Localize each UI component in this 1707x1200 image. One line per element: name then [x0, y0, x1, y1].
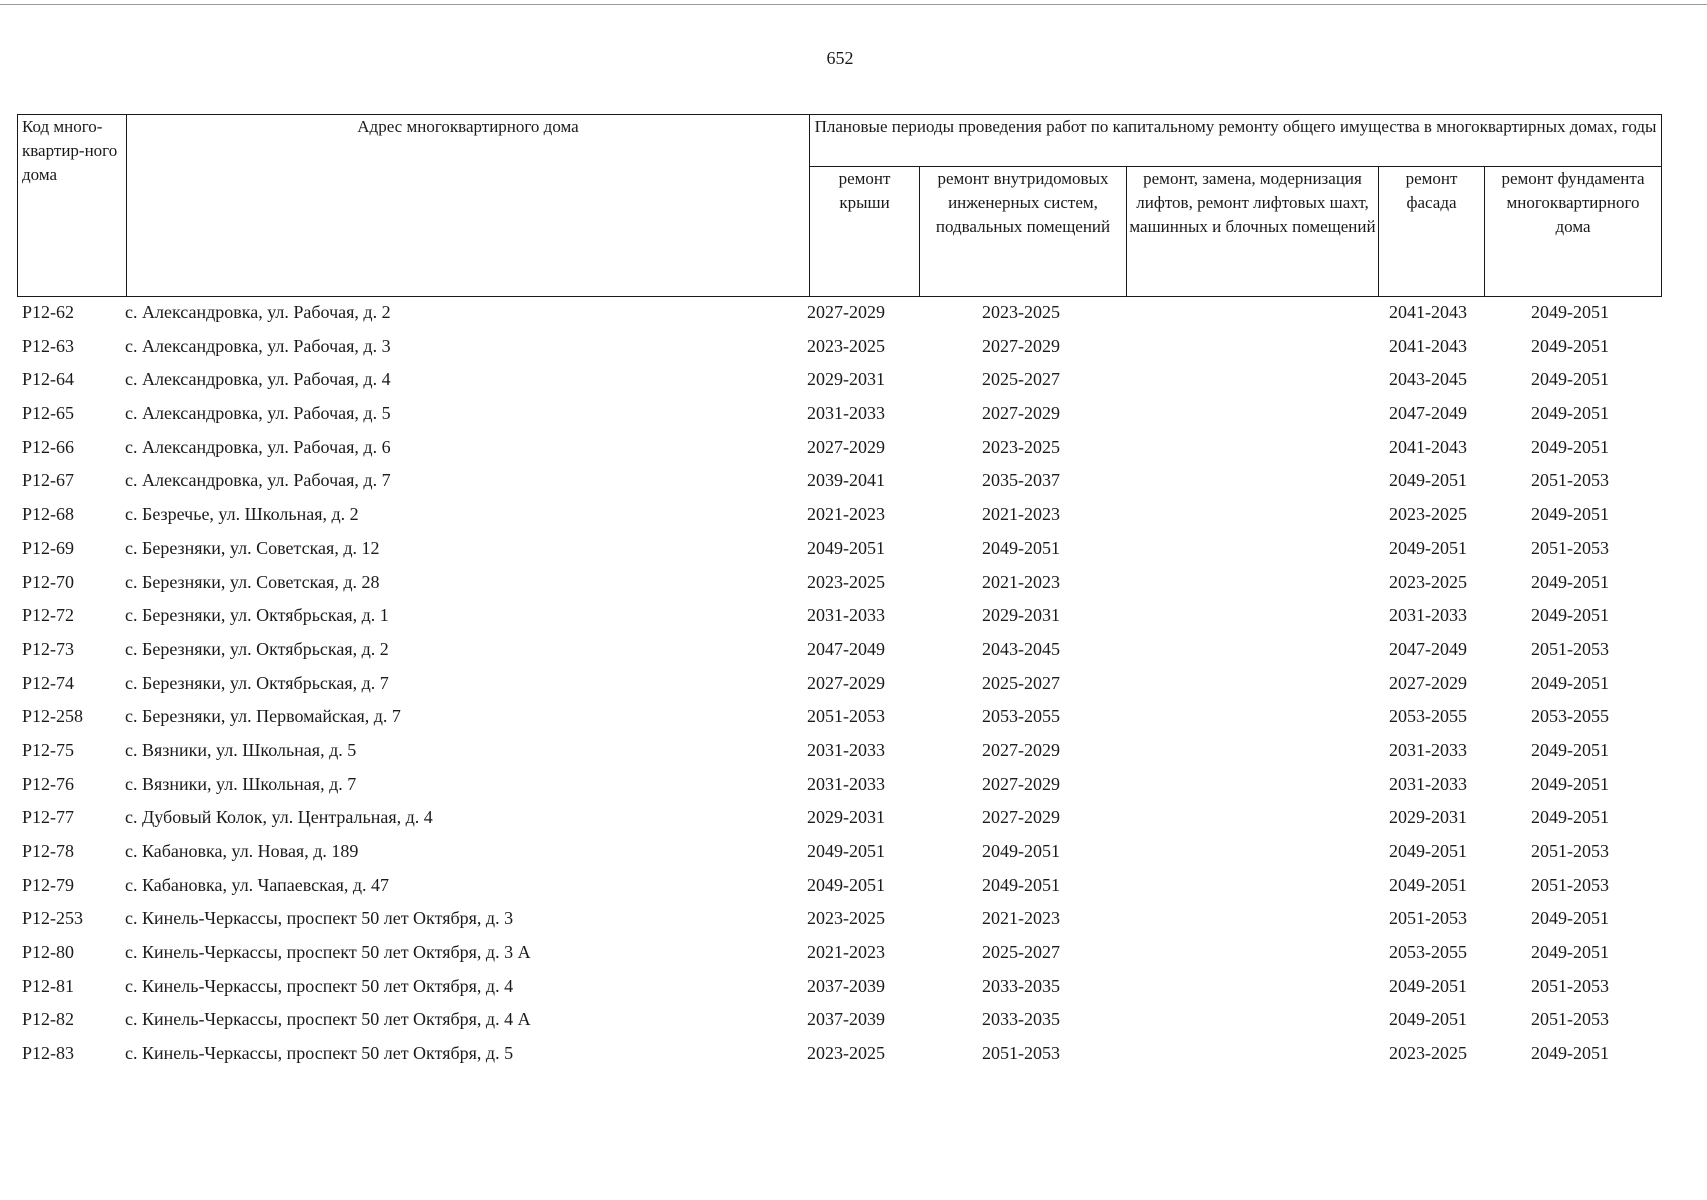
- table-header: [17, 114, 1662, 297]
- table-row: [17, 466, 1661, 500]
- cell-code: Р12-80: [22, 942, 75, 963]
- cell-roof: 2037-2039: [807, 1009, 885, 1030]
- cell-roof: 2027-2029: [807, 302, 885, 322]
- cell-facade: 2043-2045: [1389, 369, 1467, 390]
- header-engineering: ремонт внутридомовых инженерных систем, подвальных помещений: [920, 167, 1127, 297]
- cell-roof: 2023-2025: [807, 1043, 885, 1064]
- cell-engineering: 2027-2029: [982, 335, 1060, 356]
- cell-engineering: 2043-2045: [982, 638, 1060, 659]
- table-row: [17, 332, 1661, 366]
- cell-address: с. Березняки, ул. Октябрьская, д. 1: [125, 605, 389, 626]
- cell-facade: 2027-2029: [1389, 672, 1467, 693]
- cell-engineering: 2021-2023: [982, 504, 1060, 525]
- cell-foundation: 2049-2051: [1531, 403, 1609, 424]
- cell-code: Р12-62: [22, 302, 75, 322]
- cell-foundation: 2049-2051: [1531, 807, 1609, 828]
- cell-foundation: 2051-2053: [1531, 975, 1609, 996]
- cell-foundation: 2049-2051: [1531, 335, 1609, 356]
- cell-roof: 2021-2023: [807, 942, 885, 963]
- cell-facade: 2029-2031: [1389, 807, 1467, 828]
- cell-address: с. Березняки, ул. Советская, д. 12: [125, 537, 380, 558]
- cell-foundation: 2049-2051: [1531, 672, 1609, 693]
- cell-code: Р12-77: [22, 807, 75, 828]
- table-row: [17, 500, 1661, 534]
- cell-facade: 2047-2049: [1389, 403, 1467, 424]
- cell-roof: 2031-2033: [807, 739, 885, 760]
- cell-foundation: 2049-2051: [1531, 739, 1609, 760]
- cell-address: с. Вязники, ул. Школьная, д. 5: [125, 739, 357, 760]
- cell-engineering: 2027-2029: [982, 403, 1060, 424]
- cell-foundation: 2051-2053: [1531, 874, 1609, 895]
- scan-edge-line: [0, 4, 1707, 5]
- cell-roof: 2031-2033: [807, 403, 885, 424]
- cell-engineering: 2051-2053: [982, 1043, 1060, 1064]
- cell-address: с. Кинель-Черкассы, проспект 50 лет Октября, д. 3 А: [125, 942, 531, 963]
- cell-roof: 2029-2031: [807, 807, 885, 828]
- cell-facade: 2053-2055: [1389, 942, 1467, 963]
- cell-facade: 2031-2033: [1389, 605, 1467, 626]
- cell-code: Р12-63: [22, 335, 75, 356]
- cell-address: с. Александровка, ул. Рабочая, д. 2: [125, 302, 391, 322]
- cell-facade: 2031-2033: [1389, 739, 1467, 760]
- cell-facade: 2051-2053: [1389, 908, 1467, 929]
- table-row: [17, 298, 1661, 332]
- cell-facade: 2049-2051: [1389, 470, 1467, 491]
- cell-address: с. Безречье, ул. Школьная, д. 2: [125, 504, 359, 525]
- cell-engineering: 2033-2035: [982, 975, 1060, 996]
- header-roof: ремонт крыши: [810, 167, 920, 297]
- cell-address: с. Кинель-Черкассы, проспект 50 лет Октября, д. 4: [125, 975, 514, 996]
- cell-foundation: 2049-2051: [1531, 302, 1609, 322]
- cell-code: Р12-75: [22, 739, 75, 760]
- cell-roof: 2037-2039: [807, 975, 885, 996]
- cell-code: Р12-79: [22, 874, 75, 895]
- cell-address: с. Александровка, ул. Рабочая, д. 7: [125, 470, 391, 491]
- cell-engineering: 2025-2027: [982, 942, 1060, 963]
- cell-address: с. Кабановка, ул. Новая, д. 189: [125, 841, 359, 861]
- cell-address: с. Кинель-Черкассы, проспект 50 лет Октября, д. 3: [125, 908, 514, 929]
- table-row: [17, 635, 1661, 669]
- cell-engineering: 2049-2051: [982, 537, 1060, 558]
- table-row: [17, 904, 1661, 938]
- cell-code: Р12-67: [22, 470, 75, 491]
- cell-foundation: 2051-2053: [1531, 470, 1609, 491]
- table-row: [17, 972, 1661, 1006]
- cell-address: с. Александровка, ул. Рабочая, д. 5: [125, 403, 391, 424]
- cell-facade: 2023-2025: [1389, 571, 1467, 592]
- cell-foundation: 2051-2053: [1531, 841, 1609, 861]
- cell-facade: 2041-2043: [1389, 335, 1467, 356]
- cell-engineering: 2049-2051: [982, 874, 1060, 895]
- cell-address: с. Александровка, ул. Рабочая, д. 6: [125, 436, 391, 457]
- cell-foundation: 2049-2051: [1531, 504, 1609, 525]
- cell-roof: 2023-2025: [807, 335, 885, 356]
- cell-foundation: 2051-2053: [1531, 638, 1609, 659]
- header-address: Адрес многоквартирного дома: [127, 115, 810, 297]
- cell-roof: 2027-2029: [807, 672, 885, 693]
- cell-roof: 2021-2023: [807, 504, 885, 525]
- cell-address: с. Березняки, ул. Октябрьская, д. 7: [125, 672, 389, 693]
- cell-engineering: 2053-2055: [982, 706, 1060, 727]
- cell-foundation: 2051-2053: [1531, 1009, 1609, 1030]
- cell-facade: 2049-2051: [1389, 1009, 1467, 1030]
- table-row: [17, 837, 1661, 871]
- table-row: [17, 871, 1661, 905]
- cell-roof: 2023-2025: [807, 571, 885, 592]
- cell-foundation: 2049-2051: [1531, 605, 1609, 626]
- cell-code: Р12-253: [22, 908, 84, 929]
- cell-engineering: 2029-2031: [982, 605, 1060, 626]
- cell-engineering: 2049-2051: [982, 841, 1060, 861]
- page-number: 652: [826, 48, 854, 68]
- cell-engineering: 2023-2025: [982, 436, 1060, 457]
- header-elevators: ремонт, замена, модернизация лифтов, ремонт лифтовых шахт, машинных и блочных помещений: [1127, 167, 1379, 297]
- cell-roof: 2031-2033: [807, 605, 885, 626]
- cell-roof: 2049-2051: [807, 537, 885, 558]
- cell-facade: 2049-2051: [1389, 975, 1467, 996]
- cell-address: с. Кинель-Черкассы, проспект 50 лет Октября, д. 5: [125, 1043, 514, 1064]
- table-row: [17, 1005, 1661, 1039]
- table-row: [17, 770, 1661, 804]
- cell-code: Р12-258: [22, 706, 84, 727]
- cell-address: с. Березняки, ул. Октябрьская, д. 2: [125, 638, 389, 659]
- cell-engineering: 2033-2035: [982, 1009, 1060, 1030]
- table-row: [17, 365, 1661, 399]
- cell-foundation: 2049-2051: [1531, 436, 1609, 457]
- cell-roof: 2023-2025: [807, 908, 885, 929]
- table-row: [17, 736, 1661, 770]
- table-row: [17, 601, 1661, 635]
- cell-facade: 2047-2049: [1389, 638, 1467, 659]
- cell-facade: 2049-2051: [1389, 841, 1467, 861]
- cell-facade: 2049-2051: [1389, 874, 1467, 895]
- table-row: [17, 433, 1661, 467]
- cell-roof: 2051-2053: [807, 706, 885, 727]
- table-row: [17, 669, 1661, 703]
- cell-roof: 2029-2031: [807, 369, 885, 390]
- cell-code: Р12-66: [22, 436, 75, 457]
- cell-engineering: 2027-2029: [982, 773, 1060, 794]
- cell-roof: 2049-2051: [807, 874, 885, 895]
- header-foundation: ремонт фундамента многоквартирного дома: [1485, 167, 1662, 297]
- cell-engineering: 2021-2023: [982, 908, 1060, 929]
- table-row: [17, 534, 1661, 568]
- cell-facade: 2041-2043: [1389, 302, 1467, 322]
- table-body: [17, 298, 1661, 1073]
- cell-engineering: 2035-2037: [982, 470, 1060, 491]
- cell-address: с. Березняки, ул. Советская, д. 28: [125, 571, 380, 592]
- cell-code: Р12-78: [22, 841, 75, 861]
- header-code: Код много-квартир-ного дома: [18, 115, 127, 297]
- cell-address: с. Вязники, ул. Школьная, д. 7: [125, 773, 357, 794]
- cell-code: Р12-73: [22, 638, 75, 659]
- cell-engineering: 2027-2029: [982, 807, 1060, 828]
- cell-code: Р12-72: [22, 605, 75, 626]
- cell-code: Р12-69: [22, 537, 75, 558]
- cell-engineering: 2021-2023: [982, 571, 1060, 592]
- table-row: [17, 938, 1661, 972]
- cell-facade: 2053-2055: [1389, 706, 1467, 727]
- cell-foundation: 2049-2051: [1531, 571, 1609, 592]
- cell-roof: 2039-2041: [807, 470, 885, 491]
- cell-facade: 2031-2033: [1389, 773, 1467, 794]
- table-row: [17, 702, 1661, 736]
- cell-roof: 2031-2033: [807, 773, 885, 794]
- cell-address: с. Кинель-Черкассы, проспект 50 лет Октября, д. 4 А: [125, 1009, 531, 1030]
- cell-address: с. Кабановка, ул. Чапаевская, д. 47: [125, 874, 390, 895]
- table-row: [17, 1039, 1661, 1073]
- table-row: [17, 803, 1661, 837]
- cell-foundation: 2049-2051: [1531, 773, 1609, 794]
- cell-address: с. Александровка, ул. Рабочая, д. 3: [125, 335, 391, 356]
- table-row: [17, 568, 1661, 602]
- cell-address: с. Александровка, ул. Рабочая, д. 4: [125, 369, 391, 390]
- cell-facade: 2049-2051: [1389, 537, 1467, 558]
- cell-foundation: 2053-2055: [1531, 706, 1609, 727]
- cell-code: Р12-74: [22, 672, 75, 693]
- cell-facade: 2023-2025: [1389, 504, 1467, 525]
- cell-code: Р12-65: [22, 403, 75, 424]
- cell-roof: 2047-2049: [807, 638, 885, 659]
- cell-engineering: 2025-2027: [982, 672, 1060, 693]
- cell-engineering: 2027-2029: [982, 739, 1060, 760]
- cell-roof: 2027-2029: [807, 436, 885, 457]
- header-planned-periods: Плановые периоды проведения работ по капитальному ремонту общего имущества в многоквартирных домах, годы: [810, 115, 1662, 167]
- cell-engineering: 2023-2025: [982, 302, 1060, 322]
- cell-code: Р12-82: [22, 1009, 75, 1030]
- header-facade: ремонт фасада: [1379, 167, 1485, 297]
- cell-foundation: 2051-2053: [1531, 537, 1609, 558]
- cell-code: Р12-68: [22, 504, 75, 525]
- cell-address: с. Дубовый Колок, ул. Центральная, д. 4: [125, 807, 433, 828]
- table-row: [17, 399, 1661, 433]
- cell-roof: 2049-2051: [807, 841, 885, 861]
- cell-facade: 2041-2043: [1389, 436, 1467, 457]
- cell-code: Р12-83: [22, 1043, 75, 1064]
- cell-code: Р12-70: [22, 571, 75, 592]
- cell-foundation: 2049-2051: [1531, 1043, 1609, 1064]
- cell-address: с. Березняки, ул. Первомайская, д. 7: [125, 706, 401, 727]
- cell-foundation: 2049-2051: [1531, 369, 1609, 390]
- cell-engineering: 2025-2027: [982, 369, 1060, 390]
- cell-foundation: 2049-2051: [1531, 942, 1609, 963]
- cell-code: Р12-81: [22, 975, 75, 996]
- cell-code: Р12-64: [22, 369, 75, 390]
- cell-foundation: 2049-2051: [1531, 908, 1609, 929]
- cell-facade: 2023-2025: [1389, 1043, 1467, 1064]
- cell-code: Р12-76: [22, 773, 75, 794]
